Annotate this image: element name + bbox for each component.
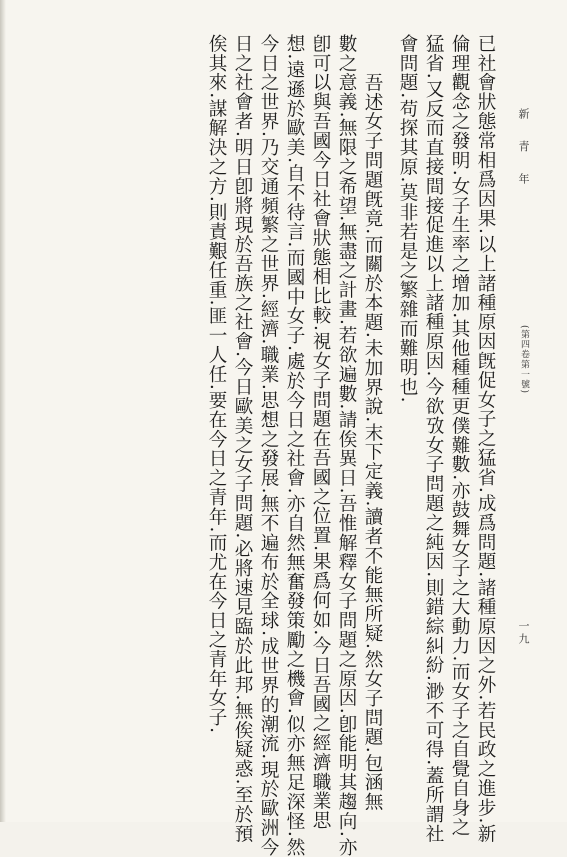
text-column: 日之社會者.明日卽將現於吾族之社會.今日歐美之女子問題.必將速見臨於此邦.無俟疑惑.至於預 [232,34,253,844]
text-column: 卽可以與吾國今日社會狀態相比較.視女子問題在吾國之位置.果爲何如.今日吾國之經濟職業思 [310,34,331,831]
running-head: 新 青 年 [517,108,530,193]
scan-shadow [0,0,6,822]
page-number: 一九 [517,620,530,646]
text-column: 俟其來.謀解決之方.則責艱任重.匪一人任.要在今日之青年.而尤在今日之青年女子. [206,34,227,734]
text-column: 會問題.苟探其原.莫非若是之繁雜而難明也. [397,34,418,404]
issue-label: (第四卷第一號) [519,325,529,395]
text-column: 今日之世界.乃交通頻繁之世界.經濟.職業.思想之發展.無不遍布於全球.成世界的潮流.現於歐洲今 [258,34,279,857]
text-column: 想.遠遜於歐美.自不待言.而國中女子.處於今日之社會.亦自然無奮發策勵之機會.似亦無足深怪.然 [284,34,305,857]
text-column: 倫理觀念之發明.女子生率之增加.其他種種更僕難數.亦鼓舞女子之大動力.而女子之自覺自身之 [449,34,470,837]
text-column: 猛省.又反而直接間接促進以上諸種原因.今欲攷女子問題之純因.則錯綜糾紛.渺不可得.蓋所謂社 [423,34,444,844]
text-column: 數之意義.無限之希望.無盡之計畫.若欲遍數.請俟異日.吾惟解釋女子問題之原因.卽能明其趨向.亦 [336,34,357,857]
text-column: 已社會狀態常相爲因果.以上諸種原因旣促女子之猛省.成爲問題.諸種原因之外.若民政之進步.新 [475,34,496,844]
text-column: 吾述女子問題旣竟.而關於本題.未加界說.末下定義.讀者不能無所疑.然女子問題.包涵無 [362,73,383,812]
